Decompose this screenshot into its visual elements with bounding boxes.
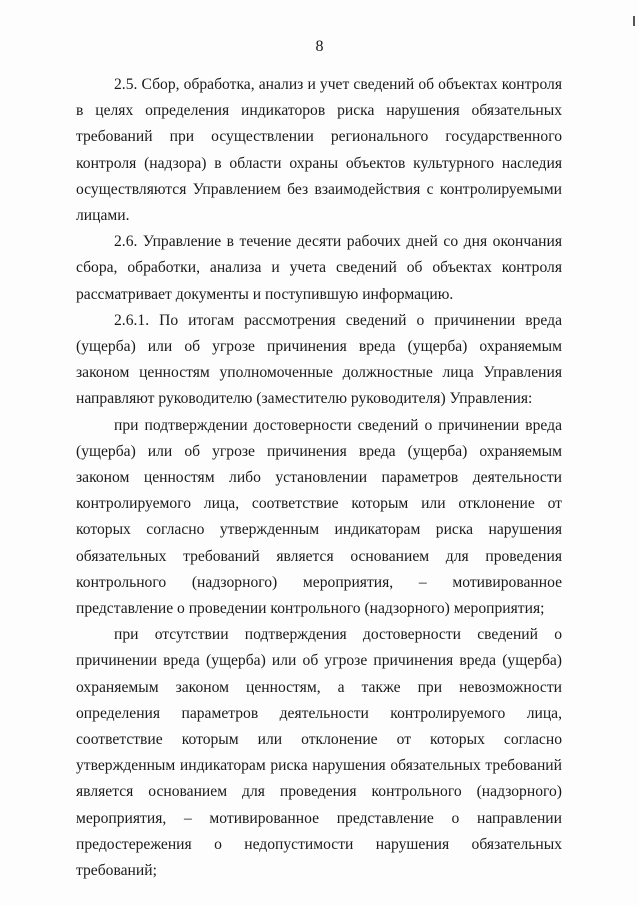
paragraph-2-6: 2.6. Управление в течение десяти рабочих дней со дня окончания сбора, обработки, анализа и учета сведений об объектах контроля рассматривает документы и поступившую информацию. (76, 233, 562, 303)
paragraph-2-6-1: 2.6.1. По итогам рассмотрения сведений о причинении вреда (ущерба) или об угрозе причинения вреда (ущерба) охраняемым законом ценностям уполномоченные должностные лица Управления направляют руководителю (заместителю руководителя) Управления: (76, 311, 562, 408)
page-number: 8 (315, 38, 324, 55)
paragraph-2-5: 2.5. Сбор, обработка, анализ и учет сведений об объектах контроля в целях определения индикаторов риска нарушения обязательных требований при осуществлении регионального государственного контроля (надзора) в области охраны объектов культурного наследия осуществляются Управлением без взаимодействия с контролируемыми лицами. (76, 76, 562, 225)
scan-mark (633, 16, 635, 26)
paragraph-no-confirmation-case: при отсутствии подтверждения достоверности сведений о причинении вреда (ущерба) или об угрозе причинения вреда (ущерба) охраняемым законом ценностям, а также при невозможности определения параметров деятельности контролируемого лица, соответствие которым или отклонение от которых согласно утвержденным индикаторам риска нарушения обязательных требований является основанием для проведения контрольного (надзорного) мероприятия, – мотивированное представление о направлении предостережения о недопустимости нарушения обязательных требований; (76, 626, 562, 880)
paragraph-confirmation-case: при подтверждении достоверности сведений о причинении вреда (ущерба) или об угрозе причинения вреда (ущерба) охраняемым законом ценностям либо установлении параметров деятельности контролируемого лица, соответствие которым или отклонение от которых согласно утвержденным индикаторам риска нарушения обязательных требований является основанием для проведения контрольного (надзорного) мероприятия, – мотивированное представление о проведении контрольного (надзорного) мероприятия; (76, 416, 562, 618)
document-body (76, 72, 562, 884)
